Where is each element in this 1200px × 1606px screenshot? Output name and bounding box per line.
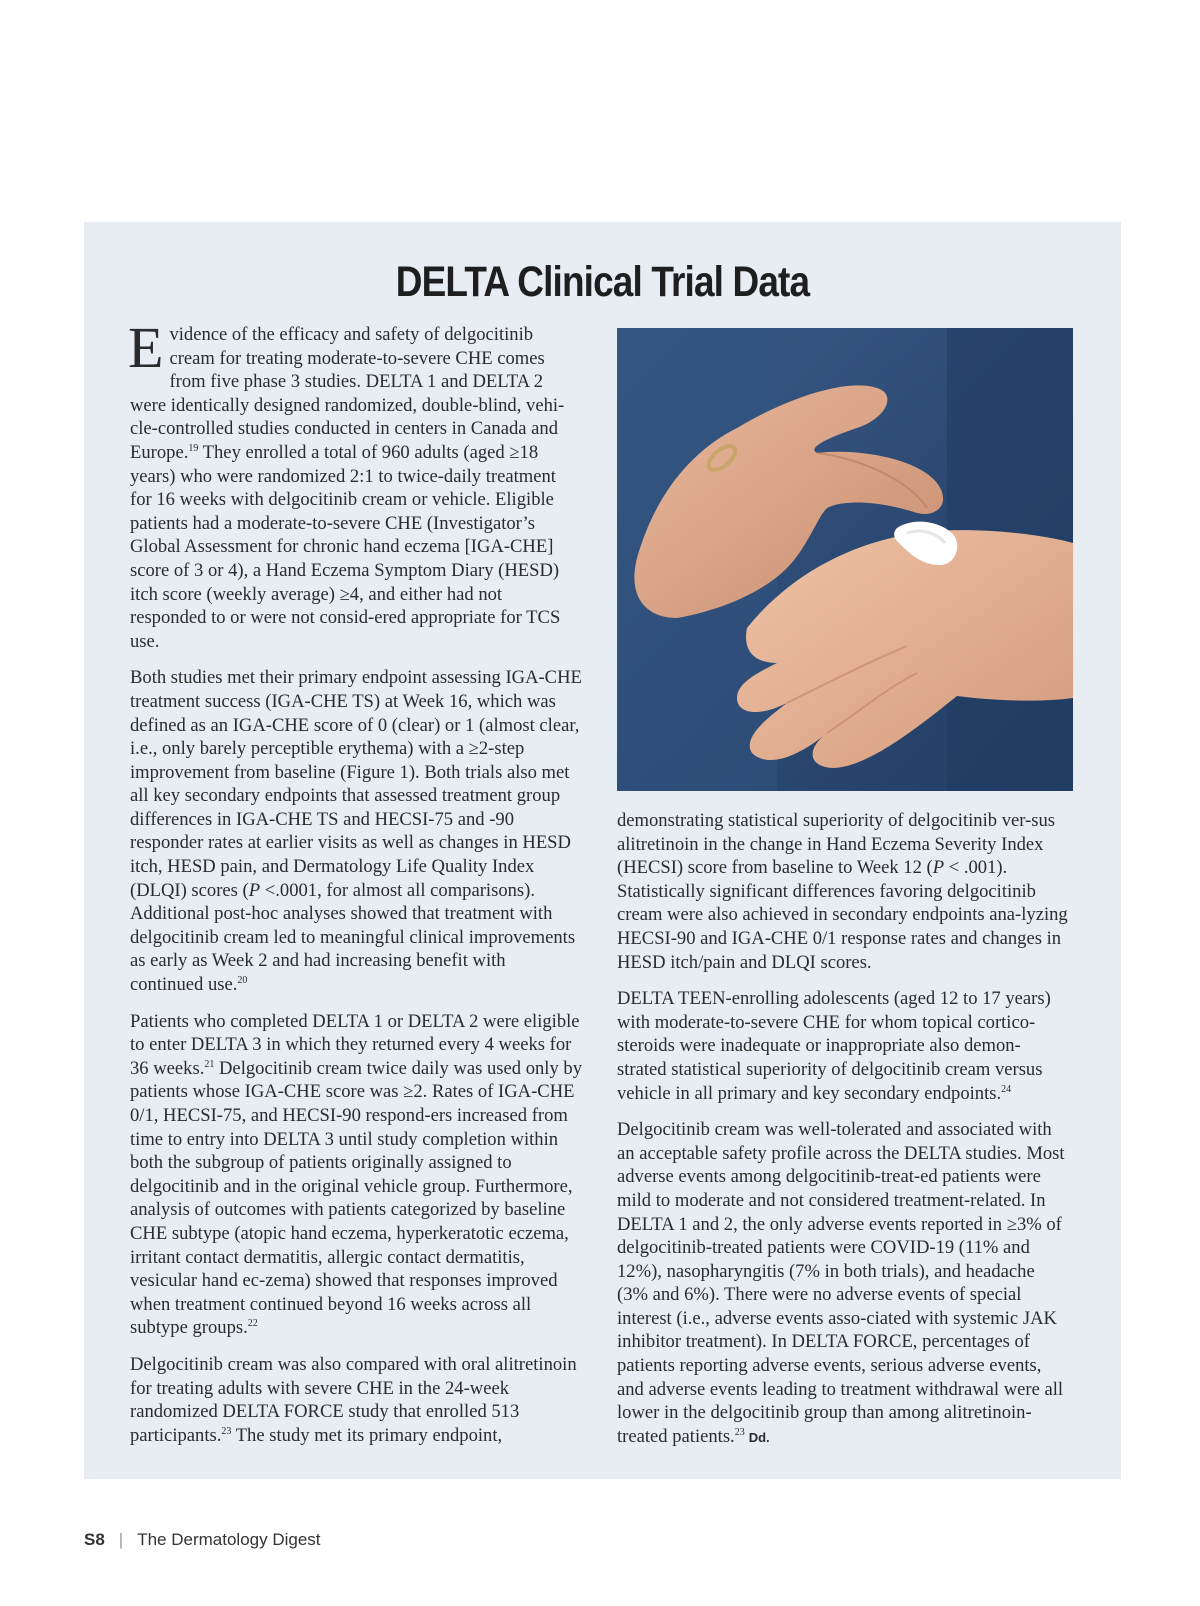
reference-23-b: 23 bbox=[734, 1426, 745, 1438]
footer-separator: | bbox=[118, 1530, 124, 1549]
right-column bbox=[617, 809, 1069, 1462]
hands-applying-cream-photo bbox=[617, 328, 1073, 791]
article-title: DELTA Clinical Trial Data bbox=[395, 258, 810, 306]
reference-19: 19 bbox=[188, 442, 199, 454]
publication-name: The Dermatology Digest bbox=[137, 1530, 321, 1549]
reference-22: 22 bbox=[247, 1318, 258, 1330]
paragraph-delta-3: Patients who completed DELTA 1 or DELTA 2 were eligible to enter DELTA 3 in which they returned every 4 weeks for 36 weeks.$^{21}$ Delgocitinib cream twice daily was used only by patients whose IGA-CHE score was ≥2. Rates of IGA-CHE 0/1, HECSI-75, and HECSI-90 respond-ers increased from time to entry into DELTA 3 until study completion within both the subgroup of patients originally assigned to delgocitinib and in the original vehicle group. Furthermore, analysis of outcomes with patients categorized by baseline CHE subtype (atopic hand eczema, hyperkeratotic eczema, irritant contact dermatitis, allergic contact dermatitis, vesicular hand ec-zema) showed that responses improved when treatment continued beyond 16 weeks across all subtype groups.$^{22}$ bbox=[130, 1010, 583, 1339]
paragraph-delta-force: Delgocitinib cream was also compared with oral alitretinoin for treating adults with severe CHE in the 24-week randomized DELTA FORCE study that enrolled 513 participants.$^{23}$ The study met its primary endpoint, bbox=[130, 1353, 577, 1446]
page-number: S8 bbox=[84, 1530, 105, 1549]
page-footer bbox=[84, 1530, 321, 1550]
paragraph-delta-force-results: demonstrating statistical superiority of delgocitinib ver-sus alitretinoin in the change in Hand Eczema Severity Index (HECSI) score from baseline to Week 12 (P < .001). Statistically significant differences favoring delgocitinib cream were also achieved in secondary endpoints ana-lyzing HECSI-90 and IGA-CHE 0/1 response rates and changes in HESD itch/pain and DLQI scores. bbox=[617, 810, 1068, 973]
paragraph-primary-endpoint: Both studies met their primary endpoint assessing IGA-CHE treatment success (IGA-CHE TS) at Week 16, which was defined as an IGA-CHE score of 0 (clear) or 1 (almost clear, i.e., only barely perceptible erythema) with a ≥2-step improvement from baseline (Figure 1). Both trials also met all key secondary endpoints that assessed treatment group differences in IGA-CHE TS and HECSI-75 and -90 responder rates at earlier visits as well as changes in HESD itch, HESD pain, and Dermatology Life Quality Index (DLQI) scores (P <.0001, for almost all comparisons). Additional post-hoc analyses showed that treatment with delgocitinib cream led to meaningful clinical improvements as early as Week 2 and had increasing benefit with continued use.$^{20}$ bbox=[130, 667, 582, 996]
paragraph-safety: Delgocitinib cream was well-tolerated and associated with an acceptable safety profile across the DELTA studies. Most adverse events among delgocitinib-treat-ed patients were mild to moderate and not considered treatment-related. In DELTA 1 and 2, the only adverse events reported in ≥3% of delgocitinib-treated patients were COVID-19 (11% and 12%), nasopharyngitis (7% in both trials), and headache (3% and 6%). There were no adverse events of special interest (i.e., adverse events asso-ciated with systemic JAK inhibitor treatment). In DELTA FORCE, percentages of patients reporting adverse events, serious adverse events, and adverse events leading to treatment withdrawal were all lower in the delgocitinib group than among alitretinoin-treated patients.$^{23}$ Dd. bbox=[617, 1119, 1065, 1447]
paragraph-intro: Evidence of the efficacy and safety of delgocitinib cream for treating moderate-to-severe CHE comes from five phase 3 studies. DELTA 1 and DELTA 2 were identically designed randomized, double-blind, vehi-cle-controlled studies conducted in centers in Canada and Europe.$^{19}$ They enrolled a total of 960 adults (aged ≥18 years) who were randomized 2:1 to twice-daily treatment for 16 weeks with delgocitinib cream or vehicle. Eligible patients had a moderate-to-severe CHE (Investigator’s Global Assessment for chronic hand eczema [IGA-CHE] score of 3 or 4), a Hand Eczema Symptom Diary (HESD) itch score (weekly average) ≥4, and either had not responded to or were not consid-ered appropriate for TCS use. bbox=[128, 315, 565, 652]
reference-24: 24 bbox=[1001, 1083, 1012, 1095]
reference-20: 20 bbox=[237, 975, 248, 987]
drop-cap: E bbox=[128, 315, 164, 380]
end-mark: Dd. bbox=[748, 1429, 770, 1445]
reference-21: 21 bbox=[204, 1058, 215, 1070]
reference-23: 23 bbox=[221, 1425, 232, 1437]
paragraph-delta-teen: DELTA TEEN-enrolling adolescents (aged 12 to 17 years) with moderate-to-severe CHE for whom topical cortico-steroids were inadequate or inappropriate also demon-strated statistical superiority of delgocitinib cream versus vehicle in all primary and key secondary endpoints.$^{24}$ bbox=[617, 988, 1051, 1104]
left-column bbox=[128, 315, 583, 1460]
photo-illustration bbox=[617, 328, 1073, 791]
